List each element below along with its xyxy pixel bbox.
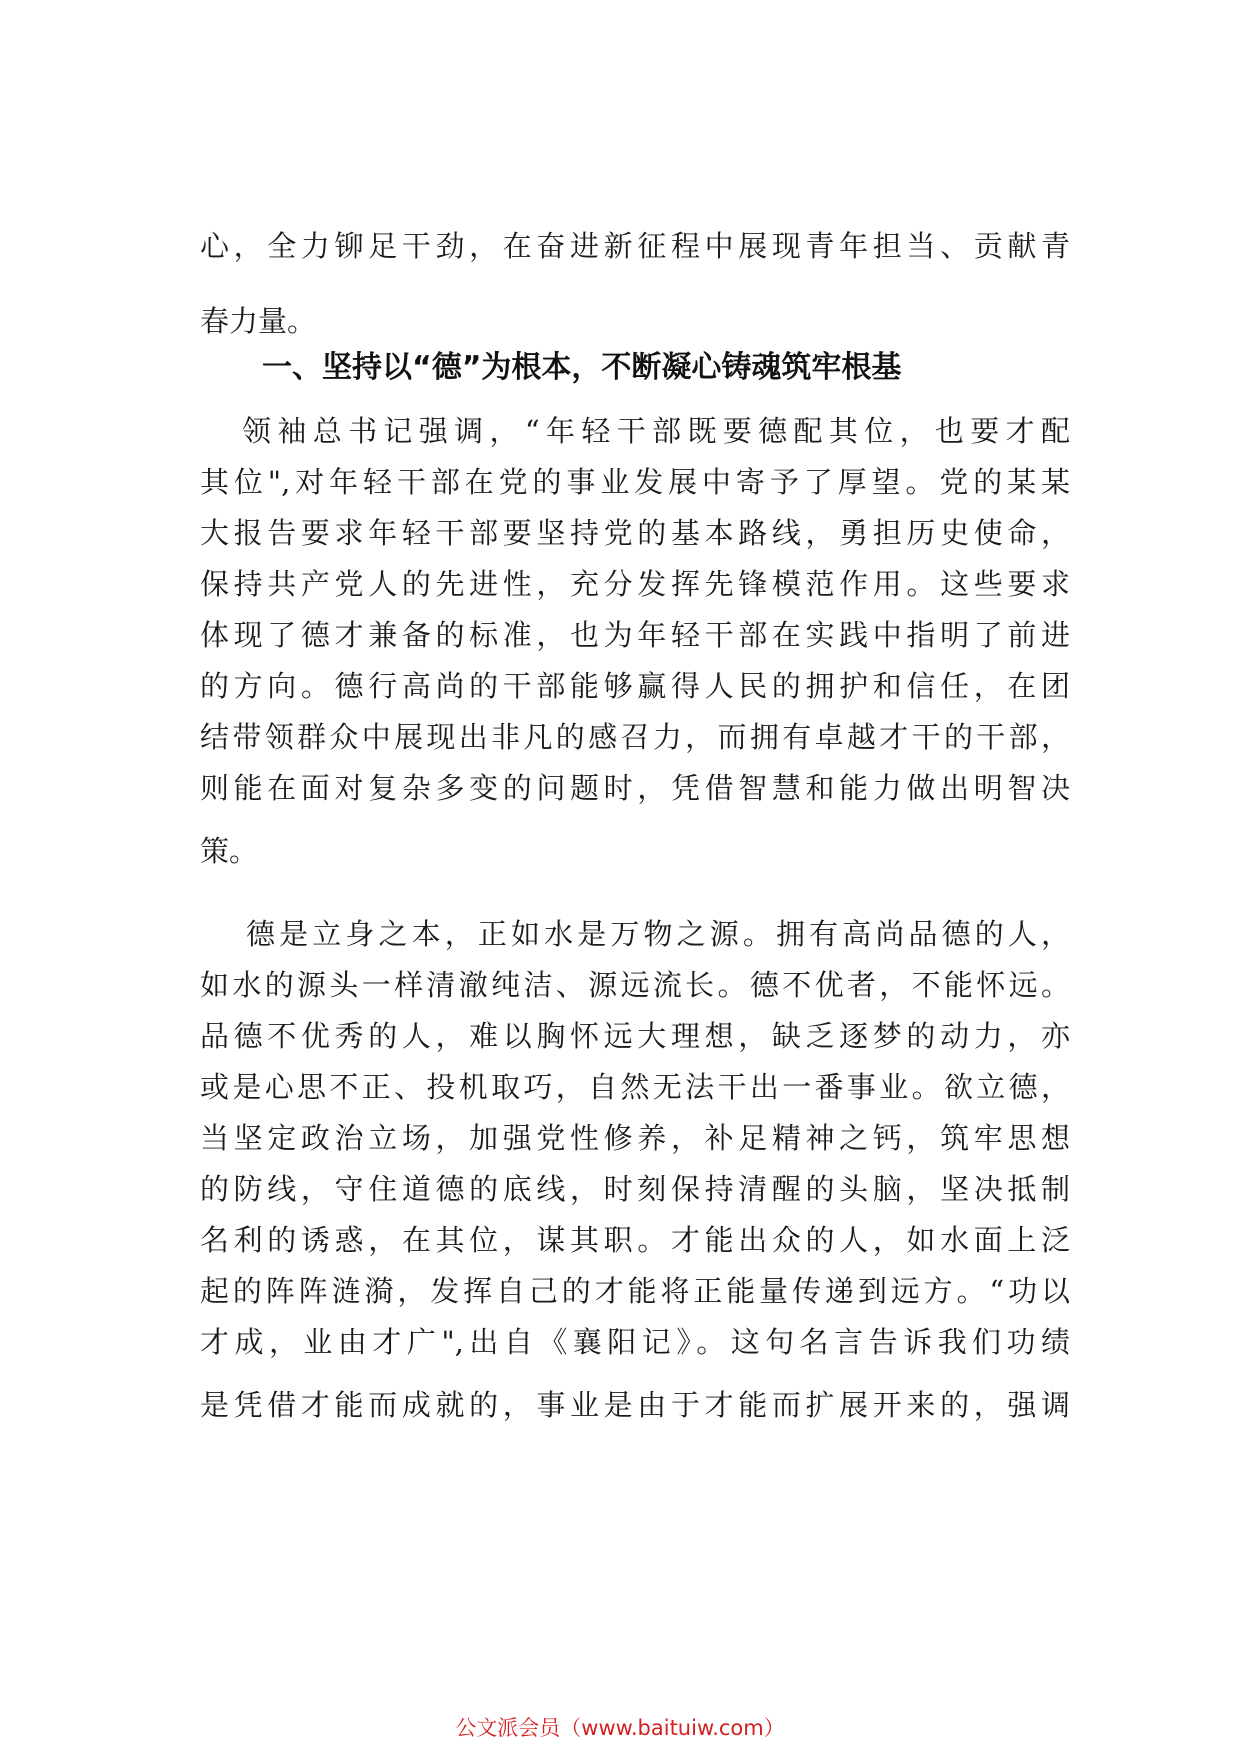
paragraph1-line-8: 则能在面对复杂多变的问题时，凭借智慧和能力做出明智决 <box>200 771 1070 805</box>
footer-watermark: 公文派会员（www.baituiw.com） <box>455 1716 785 1740</box>
paragraph1-line-1: 领袖总书记强调，“年轻干部既要德配其位，也要才配 <box>242 414 1070 448</box>
paragraph2-line-9: 才成，业由才广",出自《襄阳记》。这句名言告诉我们功绩 <box>200 1325 1070 1359</box>
paragraph2-line-4: 或是心思不正、投机取巧，自然无法干出一番事业。欲立德， <box>200 1070 1070 1104</box>
paragraph1-line-9: 策。 <box>200 834 259 868</box>
paragraph1-line-4: 保持共产党人的先进性，充分发挥先锋模范作用。这些要求 <box>200 567 1070 601</box>
paragraph2-line-5: 当坚定政治立场，加强党性修养，补足精神之钙，筑牢思想 <box>200 1121 1070 1155</box>
paragraph2-line-8: 起的阵阵涟漪，发挥自己的才能将正能量传递到远方。“功以 <box>200 1274 1070 1308</box>
paragraph2-line-10: 是凭借才能而成就的，事业是由于才能而扩展开来的，强调 <box>200 1388 1070 1422</box>
intro-line-2: 春力量。 <box>200 304 317 338</box>
paragraph2-line-6: 的防线，守住道德的底线，时刻保持清醒的头脑，坚决抵制 <box>200 1172 1070 1206</box>
paragraph1-line-6: 的方向。德行高尚的干部能够赢得人民的拥护和信任，在团 <box>200 669 1070 703</box>
section-heading: 一、坚持以“德”为根本，不断凝心铸魂筑牢根基 <box>262 350 902 385</box>
paragraph1-line-7: 结带领群众中展现出非凡的感召力，而拥有卓越才干的干部， <box>200 720 1070 754</box>
paragraph2-line-1: 德是立身之本，正如水是万物之源。拥有高尚品德的人， <box>246 917 1070 951</box>
paragraph1-line-2: 其位",对年轻干部在党的事业发展中寄予了厚望。党的某某 <box>200 465 1070 499</box>
paragraph2-line-2: 如水的源头一样清澈纯洁、源远流长。德不优者，不能怀远。 <box>200 968 1070 1002</box>
paragraph1-line-5: 体现了德才兼备的标准，也为年轻干部在实践中指明了前进 <box>200 618 1070 652</box>
intro-line-1: 心，全力铆足干劲，在奋进新征程中展现青年担当、贡献青 <box>200 229 1070 263</box>
paragraph1-line-3: 大报告要求年轻干部要坚持党的基本路线，勇担历史使命， <box>200 516 1070 550</box>
paragraph2-line-7: 名利的诱惑，在其位，谋其职。才能出众的人，如水面上泛 <box>200 1223 1070 1257</box>
paragraph2-line-3: 品德不优秀的人，难以胸怀远大理想，缺乏逐梦的动力，亦 <box>200 1019 1070 1053</box>
